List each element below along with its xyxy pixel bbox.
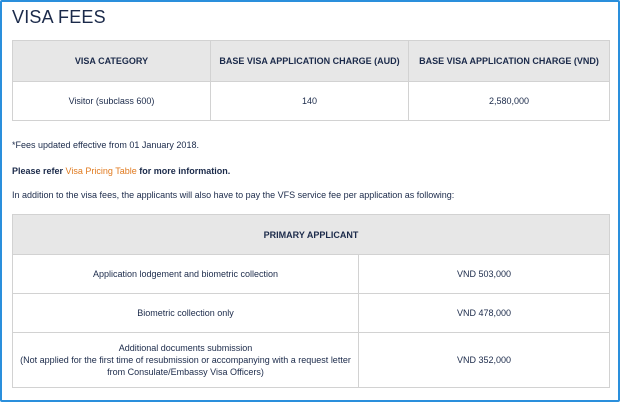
- service-fee-note: In addition to the visa fees, the applicants will also have to pay the VFS service fee per application as following:: [12, 190, 455, 200]
- cell-fee: VND 503,000: [359, 255, 610, 294]
- header-primary-applicant: PRIMARY APPLICANT: [13, 215, 610, 255]
- visa-pricing-table-link[interactable]: Visa Pricing Table: [65, 166, 137, 176]
- service-fee-table: [12, 214, 610, 388]
- cell-visa-category: Visitor (subclass 600): [13, 82, 211, 121]
- refer-prefix: Please refer: [12, 166, 66, 176]
- table-row: [13, 333, 610, 388]
- visa-fees-table: [12, 40, 610, 121]
- service-line-2: (Not applied for the first time of resubmission or accompanying with a request letter: [20, 354, 351, 365]
- cell-charge-vnd: 2,580,000: [409, 82, 610, 121]
- table-row: [13, 82, 610, 121]
- refer-note: [12, 166, 230, 176]
- cell-service: Biometric collection only: [13, 294, 359, 333]
- cell-fee: VND 478,000: [359, 294, 610, 333]
- header-charge-vnd: BASE VISA APPLICATION CHARGE (VND): [409, 41, 610, 82]
- header-charge-aud: BASE VISA APPLICATION CHARGE (AUD): [211, 41, 409, 82]
- refer-suffix: for more information.: [136, 166, 231, 176]
- service-line-1: Additional documents submission: [118, 342, 253, 353]
- header-visa-category: VISA CATEGORY: [13, 41, 211, 82]
- cell-fee: VND 352,000: [359, 333, 610, 388]
- cell-charge-aud: 140: [211, 82, 409, 121]
- table-header-row: [13, 41, 610, 82]
- fees-updated-note: *Fees updated effective from 01 January 2018.: [12, 140, 199, 150]
- cell-service: [13, 333, 359, 388]
- table-header-row: [13, 215, 610, 255]
- service-line-3: from Consulate/Embassy Visa Officers): [107, 367, 264, 378]
- page-title: VISA FEES: [12, 7, 106, 27]
- table-row: [13, 255, 610, 294]
- cell-service: Application lodgement and biometric collection: [13, 255, 359, 294]
- table-row: [13, 294, 610, 333]
